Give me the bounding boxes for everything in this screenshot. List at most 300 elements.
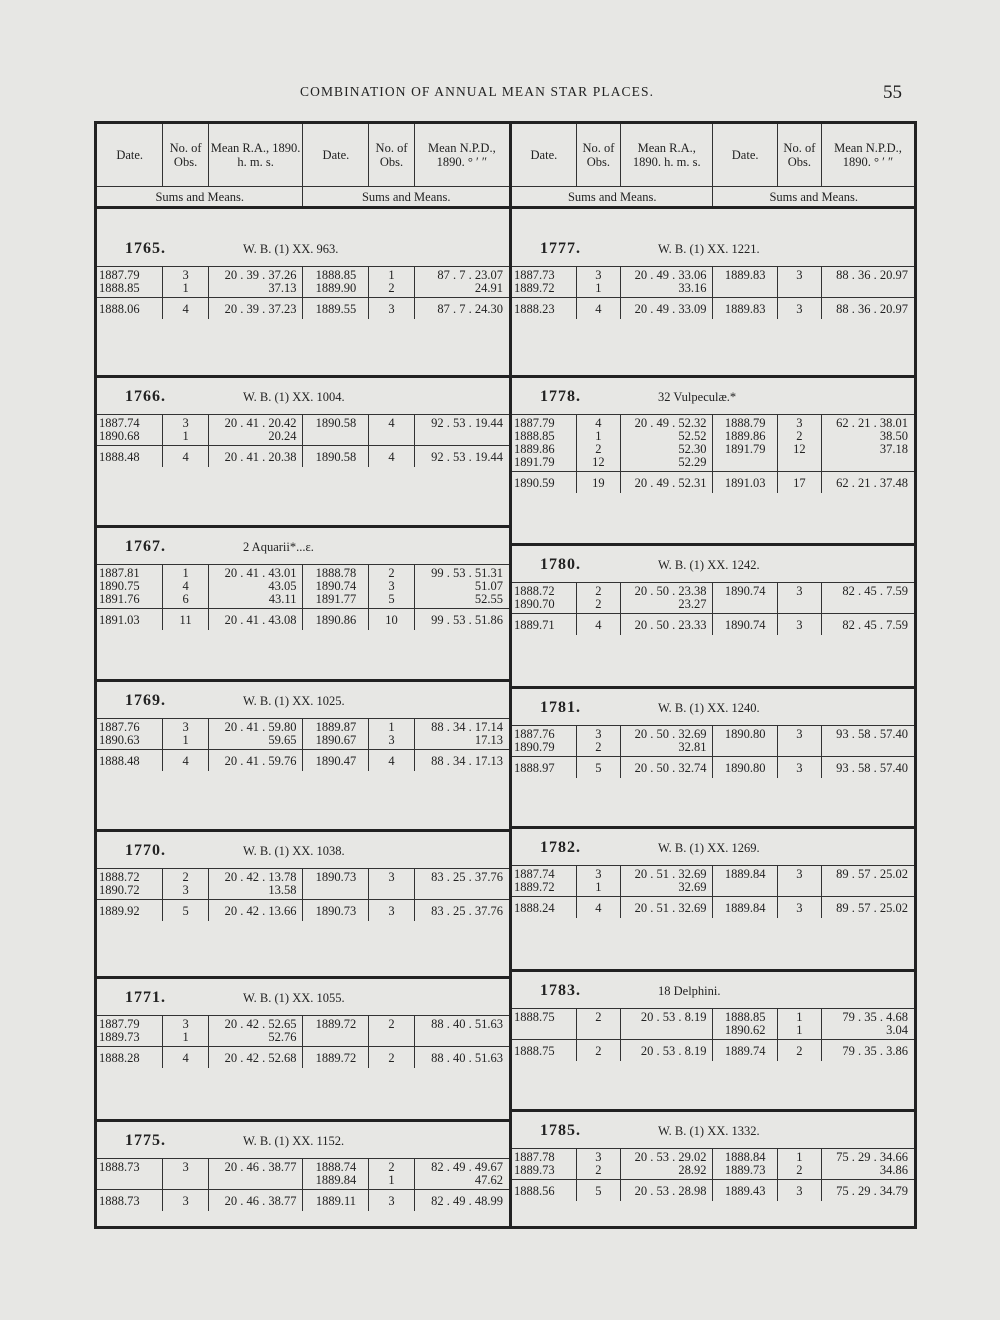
mean-ra: 20 . 50 . 23.38 23.27 bbox=[621, 583, 713, 614]
mean-obs-count: 3 bbox=[369, 298, 414, 320]
mean-ra: 20 . 49 . 52.32 52.52 52.30 52.29 bbox=[621, 415, 713, 472]
right-column-header bbox=[512, 124, 914, 209]
mean-obs-count: 2 bbox=[576, 1040, 620, 1062]
mean-mean-npd: 87 . 7 . 24.30 bbox=[414, 298, 509, 320]
header-obs: No. of Obs. bbox=[576, 124, 620, 187]
mean-obs-count: 4 bbox=[163, 750, 208, 772]
mean-mean-npd: 93 . 58 . 57.40 bbox=[822, 757, 914, 779]
block-separator bbox=[512, 686, 914, 689]
star-heading bbox=[97, 232, 509, 266]
mean-obs-count: 5 bbox=[576, 1180, 620, 1202]
mean-npd: 99 . 53 . 51.31 51.07 52.55 bbox=[431, 566, 503, 606]
mean-obs-date: 1890.47 bbox=[303, 750, 369, 772]
mean-obs-count: 3 bbox=[777, 614, 821, 636]
mean-obs-date: 1889.83 bbox=[713, 298, 777, 320]
obs-date: 1888.72 1890.72 bbox=[97, 869, 163, 900]
obs-count: 1 1 bbox=[777, 1009, 821, 1040]
mean-mean-ra: 20 . 50 . 23.33 bbox=[621, 614, 713, 636]
mean-obs-count: 3 bbox=[369, 1190, 414, 1212]
block-separator bbox=[97, 976, 509, 979]
star-number: 1785. bbox=[540, 1122, 581, 1139]
header-date: Date. bbox=[512, 124, 576, 187]
mean-ra: 20 . 42 . 13.78 13.58 bbox=[208, 869, 303, 900]
header-ra: Mean R.A., 1890. h. m. s. bbox=[621, 124, 713, 187]
mean-row bbox=[97, 446, 509, 468]
mean-obs-date: 1888.73 bbox=[97, 1190, 163, 1212]
mean-mean-npd: 88 . 34 . 17.13 bbox=[414, 750, 509, 772]
observation-table bbox=[512, 1148, 914, 1201]
obs-count: 2 1 bbox=[369, 1159, 414, 1190]
block-separator bbox=[97, 375, 509, 378]
mean-obs-count: 5 bbox=[163, 900, 208, 922]
obs-date: 1887.79 1888.85 1889.86 1891.79 bbox=[512, 415, 576, 472]
mean-obs-count: 3 bbox=[777, 298, 821, 320]
obs-date: 1890.58 bbox=[303, 415, 369, 446]
obs-count: 3 bbox=[163, 1159, 208, 1190]
mean-row bbox=[512, 757, 914, 779]
right-column bbox=[512, 124, 914, 1226]
mean-npd: 82 . 49 . 49.67 47.62 bbox=[431, 1160, 503, 1187]
star-catalogue-name: W. B. (1) XX. 963. bbox=[243, 242, 339, 256]
obs-count: 3 1 bbox=[576, 866, 620, 897]
mean-mean-ra: 20 . 50 . 32.74 bbox=[621, 757, 713, 779]
observation-table bbox=[512, 1008, 914, 1061]
header-sums-ra: Sums and Means. bbox=[512, 187, 713, 206]
mean-obs-count: 3 bbox=[777, 897, 821, 919]
star-entry bbox=[512, 232, 914, 319]
table-row bbox=[512, 267, 914, 298]
header-sums-npd: Sums and Means. bbox=[303, 187, 509, 206]
page-header bbox=[0, 82, 1000, 106]
obs-date: 1889.87 1890.67 bbox=[303, 719, 369, 750]
mean-obs-count: 4 bbox=[163, 446, 208, 468]
star-heading bbox=[97, 1124, 509, 1158]
observation-table bbox=[97, 718, 509, 771]
obs-date: 1888.75 bbox=[512, 1009, 576, 1040]
star-entry bbox=[97, 232, 509, 319]
mean-row bbox=[97, 750, 509, 772]
obs-count: 3 2 12 bbox=[777, 415, 821, 472]
mean-obs-date: 1891.03 bbox=[713, 472, 777, 494]
star-catalogue-name: 32 Vulpeculæ.* bbox=[658, 390, 737, 404]
mean-obs-date: 1888.24 bbox=[512, 897, 576, 919]
star-entry bbox=[512, 548, 914, 635]
mean-obs-date: 1888.23 bbox=[512, 298, 576, 320]
mean-row bbox=[97, 1190, 509, 1212]
header-ra: Mean R.A., 1890. h. m. s. bbox=[208, 124, 303, 187]
mean-row bbox=[512, 298, 914, 320]
mean-row bbox=[512, 1180, 914, 1202]
table-row bbox=[97, 267, 509, 298]
mean-row bbox=[97, 1047, 509, 1069]
mean-ra: 20 . 51 . 32.69 32.69 bbox=[621, 866, 713, 897]
obs-count: 2 3 5 bbox=[369, 565, 414, 609]
mean-mean-ra: 20 . 42 . 13.66 bbox=[208, 900, 303, 922]
star-number: 1783. bbox=[540, 982, 581, 999]
obs-count: 3 1 bbox=[163, 267, 208, 298]
star-heading bbox=[97, 981, 509, 1015]
mean-obs-date: 1889.84 bbox=[713, 897, 777, 919]
mean-row bbox=[512, 472, 914, 494]
star-entry bbox=[97, 1124, 509, 1211]
obs-date: 1888.73 bbox=[97, 1159, 163, 1190]
observation-table bbox=[512, 266, 914, 319]
mean-mean-npd: 88 . 36 . 20.97 bbox=[822, 298, 914, 320]
mean-obs-count: 3 bbox=[369, 900, 414, 922]
mean-obs-count: 3 bbox=[777, 1180, 821, 1202]
mean-ra: 20 . 50 . 32.69 32.81 bbox=[621, 726, 713, 757]
mean-mean-ra: 20 . 53 . 28.98 bbox=[621, 1180, 713, 1202]
obs-date: 1887.74 1890.68 bbox=[97, 415, 163, 446]
mean-obs-count: 4 bbox=[576, 897, 620, 919]
star-table-frame bbox=[94, 121, 917, 1229]
mean-mean-ra: 20 . 46 . 38.77 bbox=[208, 1190, 303, 1212]
mean-obs-count: 4 bbox=[576, 614, 620, 636]
obs-date: 1887.76 1890.79 bbox=[512, 726, 576, 757]
obs-date: 1890.80 bbox=[713, 726, 777, 757]
obs-date: 1888.72 1890.70 bbox=[512, 583, 576, 614]
obs-date: 1888.85 1889.90 bbox=[303, 267, 369, 298]
mean-obs-date: 1890.86 bbox=[303, 609, 369, 631]
obs-date: 1888.85 1890.62 bbox=[713, 1009, 777, 1040]
star-number: 1771. bbox=[125, 989, 166, 1006]
left-column-header bbox=[97, 124, 509, 209]
mean-npd: 83 . 25 . 37.76 bbox=[431, 870, 503, 884]
mean-npd: 62 . 21 . 38.01 38.50 37.18 bbox=[836, 416, 908, 456]
observation-table bbox=[512, 414, 914, 493]
mean-mean-ra: 20 . 51 . 32.69 bbox=[621, 897, 713, 919]
mean-ra: 20 . 39 . 37.26 37.13 bbox=[208, 267, 303, 298]
mean-obs-date: 1888.97 bbox=[512, 757, 576, 779]
obs-count: 1 2 bbox=[777, 1149, 821, 1180]
mean-mean-ra: 20 . 39 . 37.23 bbox=[208, 298, 303, 320]
observation-table bbox=[97, 1015, 509, 1068]
observation-table bbox=[97, 868, 509, 921]
mean-obs-date: 1888.48 bbox=[97, 750, 163, 772]
mean-mean-ra: 20 . 41 . 20.38 bbox=[208, 446, 303, 468]
mean-mean-npd: 99 . 53 . 51.86 bbox=[414, 609, 509, 631]
star-heading bbox=[512, 1114, 914, 1148]
block-separator bbox=[97, 679, 509, 682]
mean-ra: 20 . 53 . 8.19 bbox=[621, 1009, 713, 1040]
star-heading bbox=[97, 684, 509, 718]
obs-date: 1887.79 1889.73 bbox=[97, 1016, 163, 1047]
mean-obs-count: 4 bbox=[369, 750, 414, 772]
star-entry bbox=[97, 380, 509, 467]
block-separator bbox=[512, 543, 914, 546]
mean-npd: 92 . 53 . 19.44 bbox=[431, 416, 503, 430]
observation-table bbox=[97, 414, 509, 467]
obs-count: 2 bbox=[369, 1016, 414, 1047]
table-row bbox=[97, 719, 509, 750]
mean-mean-ra: 20 . 41 . 43.08 bbox=[208, 609, 303, 631]
table-row bbox=[97, 1159, 509, 1190]
table-row bbox=[512, 1009, 914, 1040]
star-entry bbox=[512, 691, 914, 778]
block-separator bbox=[97, 1119, 509, 1122]
star-catalogue-name: W. B. (1) XX. 1038. bbox=[243, 844, 345, 858]
mean-obs-count: 10 bbox=[369, 609, 414, 631]
star-number: 1770. bbox=[125, 842, 166, 859]
mean-obs-count: 11 bbox=[163, 609, 208, 631]
obs-count: 3 bbox=[777, 726, 821, 757]
mean-obs-count: 4 bbox=[576, 298, 620, 320]
header-date: Date. bbox=[303, 124, 369, 187]
mean-npd: 88 . 34 . 17.14 17.13 bbox=[431, 720, 503, 747]
mean-npd: 82 . 45 . 7.59 bbox=[842, 584, 908, 598]
block-separator bbox=[97, 829, 509, 832]
header-sums-npd: Sums and Means. bbox=[713, 187, 914, 206]
mean-obs-count: 19 bbox=[576, 472, 620, 494]
obs-date: 1887.78 1889.73 bbox=[512, 1149, 576, 1180]
mean-obs-date: 1889.72 bbox=[303, 1047, 369, 1069]
mean-mean-npd: 92 . 53 . 19.44 bbox=[414, 446, 509, 468]
star-entry bbox=[512, 831, 914, 918]
star-heading bbox=[512, 974, 914, 1008]
obs-date: 1887.74 1889.72 bbox=[512, 866, 576, 897]
obs-count: 1 4 6 bbox=[163, 565, 208, 609]
star-entry bbox=[512, 1114, 914, 1201]
obs-count: 4 1 2 12 bbox=[576, 415, 620, 472]
mean-npd: 88 . 40 . 51.63 bbox=[431, 1017, 503, 1031]
star-number: 1769. bbox=[125, 692, 166, 709]
header-sums-ra: Sums and Means. bbox=[97, 187, 303, 206]
obs-count: 3 1 bbox=[163, 1016, 208, 1047]
obs-count: 2 bbox=[576, 1009, 620, 1040]
observation-table bbox=[97, 266, 509, 319]
table-row bbox=[97, 869, 509, 900]
mean-ra: 20 . 49 . 33.06 33.16 bbox=[621, 267, 713, 298]
star-heading bbox=[512, 548, 914, 582]
obs-count: 3 bbox=[777, 267, 821, 298]
obs-count: 3 bbox=[369, 869, 414, 900]
obs-date: 1890.74 bbox=[713, 583, 777, 614]
mean-ra: 20 . 41 . 43.01 43.05 43.11 bbox=[208, 565, 303, 609]
mean-obs-count: 3 bbox=[777, 757, 821, 779]
obs-count: 3 bbox=[777, 866, 821, 897]
mean-obs-count: 17 bbox=[777, 472, 821, 494]
table-row bbox=[97, 565, 509, 609]
mean-row bbox=[512, 1040, 914, 1062]
left-column bbox=[97, 124, 509, 1226]
mean-mean-npd: 79 . 35 . 3.86 bbox=[822, 1040, 914, 1062]
mean-row bbox=[512, 897, 914, 919]
mean-obs-date: 1890.58 bbox=[303, 446, 369, 468]
mean-obs-date: 1888.48 bbox=[97, 446, 163, 468]
star-catalogue-name: W. B. (1) XX. 1242. bbox=[658, 558, 760, 572]
mean-obs-count: 2 bbox=[777, 1040, 821, 1062]
mean-mean-ra: 20 . 53 . 8.19 bbox=[621, 1040, 713, 1062]
mean-obs-count: 4 bbox=[163, 1047, 208, 1069]
page-title: COMBINATION OF ANNUAL MEAN STAR PLACES. bbox=[300, 84, 655, 99]
star-catalogue-name: W. B. (1) XX. 1332. bbox=[658, 1124, 760, 1138]
star-number: 1777. bbox=[540, 240, 581, 257]
mean-obs-date: 1889.92 bbox=[97, 900, 163, 922]
mean-ra: 20 . 41 . 20.42 20.24 bbox=[208, 415, 303, 446]
obs-count: 1 3 bbox=[369, 719, 414, 750]
observation-table bbox=[97, 1158, 509, 1211]
star-heading bbox=[512, 232, 914, 266]
star-number: 1781. bbox=[540, 699, 581, 716]
mean-obs-date: 1890.80 bbox=[713, 757, 777, 779]
obs-count: 3 2 bbox=[576, 1149, 620, 1180]
obs-count: 3 1 bbox=[576, 267, 620, 298]
table-row bbox=[97, 415, 509, 446]
star-heading bbox=[512, 691, 914, 725]
observation-table bbox=[512, 582, 914, 635]
obs-date: 1888.74 1889.84 bbox=[303, 1159, 369, 1190]
star-number: 1765. bbox=[125, 240, 166, 257]
table-row bbox=[97, 1016, 509, 1047]
mean-obs-date: 1888.06 bbox=[97, 298, 163, 320]
mean-ra: 20 . 53 . 29.02 28.92 bbox=[621, 1149, 713, 1180]
mean-ra: 20 . 46 . 38.77 bbox=[208, 1159, 303, 1190]
mean-obs-count: 2 bbox=[369, 1047, 414, 1069]
mean-obs-date: 1888.75 bbox=[512, 1040, 576, 1062]
obs-count: 1 2 bbox=[369, 267, 414, 298]
block-separator bbox=[512, 969, 914, 972]
star-number: 1766. bbox=[125, 388, 166, 405]
star-catalogue-name: 18 Delphini. bbox=[658, 984, 721, 998]
mean-npd: 89 . 57 . 25.02 bbox=[836, 867, 908, 881]
star-catalogue-name: W. B. (1) XX. 1152. bbox=[243, 1134, 345, 1148]
mean-obs-date: 1889.71 bbox=[512, 614, 576, 636]
mean-obs-count: 3 bbox=[163, 1190, 208, 1212]
mean-obs-date: 1890.74 bbox=[713, 614, 777, 636]
star-number: 1778. bbox=[540, 388, 581, 405]
star-heading bbox=[512, 380, 914, 414]
star-number: 1780. bbox=[540, 556, 581, 573]
obs-date: 1889.84 bbox=[713, 866, 777, 897]
star-catalogue-name: W. B. (1) XX. 1221. bbox=[658, 242, 760, 256]
header-npd: Mean N.P.D., 1890. ° ′ ″ bbox=[834, 141, 902, 170]
mean-mean-ra: 20 . 49 . 52.31 bbox=[621, 472, 713, 494]
obs-count: 3 1 bbox=[163, 415, 208, 446]
star-entry bbox=[97, 530, 509, 630]
mean-obs-date: 1889.11 bbox=[303, 1190, 369, 1212]
mean-mean-npd: 82 . 45 . 7.59 bbox=[822, 614, 914, 636]
table-row bbox=[512, 726, 914, 757]
observation-table bbox=[97, 564, 509, 630]
obs-count: 4 bbox=[369, 415, 414, 446]
mean-mean-ra: 20 . 42 . 52.68 bbox=[208, 1047, 303, 1069]
header-obs: No. of Obs. bbox=[777, 124, 821, 187]
star-heading bbox=[97, 380, 509, 414]
star-heading bbox=[97, 530, 509, 564]
star-catalogue-name: W. B. (1) XX. 1025. bbox=[243, 694, 345, 708]
obs-count: 2 3 bbox=[163, 869, 208, 900]
mean-obs-date: 1890.59 bbox=[512, 472, 576, 494]
mean-mean-npd: 89 . 57 . 25.02 bbox=[822, 897, 914, 919]
mean-obs-date: 1890.73 bbox=[303, 900, 369, 922]
mean-obs-date: 1891.03 bbox=[97, 609, 163, 631]
obs-date: 1889.83 bbox=[713, 267, 777, 298]
obs-date: 1888.79 1889.86 1891.79 bbox=[713, 415, 777, 472]
mean-obs-date: 1889.43 bbox=[713, 1180, 777, 1202]
observation-table bbox=[512, 865, 914, 918]
mean-obs-count: 4 bbox=[163, 298, 208, 320]
obs-count: 3 2 bbox=[576, 726, 620, 757]
mean-row bbox=[97, 298, 509, 320]
mean-row bbox=[512, 614, 914, 636]
page-number: 55 bbox=[883, 82, 902, 103]
mean-obs-date: 1888.56 bbox=[512, 1180, 576, 1202]
mean-mean-npd: 75 . 29 . 34.79 bbox=[822, 1180, 914, 1202]
star-heading bbox=[512, 831, 914, 865]
star-entry bbox=[97, 684, 509, 771]
star-entry bbox=[97, 834, 509, 921]
star-number: 1782. bbox=[540, 839, 581, 856]
mean-npd: 88 . 36 . 20.97 bbox=[836, 268, 908, 282]
obs-count: 3 bbox=[777, 583, 821, 614]
block-separator bbox=[97, 525, 509, 528]
mean-npd: 93 . 58 . 57.40 bbox=[836, 727, 908, 741]
mean-npd: 87 . 7 . 23.07 24.91 bbox=[437, 268, 503, 295]
header-obs: No. of Obs. bbox=[369, 124, 414, 187]
header-npd: Mean N.P.D., 1890. ° ′ ″ bbox=[427, 141, 496, 170]
star-catalogue-name: 2 Aquarii*...ε. bbox=[243, 540, 314, 554]
obs-date: 1888.84 1889.73 bbox=[713, 1149, 777, 1180]
obs-date: 1890.73 bbox=[303, 869, 369, 900]
block-separator bbox=[512, 375, 914, 378]
mean-ra: 20 . 41 . 59.80 59.65 bbox=[208, 719, 303, 750]
star-entry bbox=[97, 981, 509, 1068]
obs-date: 1888.78 1890.74 1891.77 bbox=[303, 565, 369, 609]
star-entry bbox=[512, 974, 914, 1061]
star-catalogue-name: W. B. (1) XX. 1004. bbox=[243, 390, 345, 404]
header-date: Date. bbox=[713, 124, 777, 187]
mean-mean-npd: 82 . 49 . 48.99 bbox=[414, 1190, 509, 1212]
mean-mean-ra: 20 . 41 . 59.76 bbox=[208, 750, 303, 772]
star-heading bbox=[97, 834, 509, 868]
mean-obs-count: 5 bbox=[576, 757, 620, 779]
mean-mean-npd: 62 . 21 . 37.48 bbox=[822, 472, 914, 494]
star-catalogue-name: W. B. (1) XX. 1055. bbox=[243, 991, 345, 1005]
block-separator bbox=[512, 826, 914, 829]
table-row bbox=[512, 415, 914, 472]
mean-mean-ra: 20 . 49 . 33.09 bbox=[621, 298, 713, 320]
mean-obs-date: 1888.28 bbox=[97, 1047, 163, 1069]
mean-mean-npd: 88 . 40 . 51.63 bbox=[414, 1047, 509, 1069]
header-date: Date. bbox=[97, 124, 163, 187]
mean-ra: 20 . 42 . 52.65 52.76 bbox=[208, 1016, 303, 1047]
observation-table bbox=[512, 725, 914, 778]
obs-count: 2 2 bbox=[576, 583, 620, 614]
star-entry bbox=[512, 380, 914, 493]
obs-date: 1887.73 1889.72 bbox=[512, 267, 576, 298]
mean-npd: 75 . 29 . 34.66 34.86 bbox=[836, 1150, 908, 1177]
star-catalogue-name: W. B. (1) XX. 1240. bbox=[658, 701, 760, 715]
obs-date: 1887.81 1890.75 1891.76 bbox=[97, 565, 163, 609]
mean-obs-date: 1889.55 bbox=[303, 298, 369, 320]
mean-mean-npd: 83 . 25 . 37.76 bbox=[414, 900, 509, 922]
table-row bbox=[512, 1149, 914, 1180]
obs-date: 1887.79 1888.85 bbox=[97, 267, 163, 298]
mean-row bbox=[97, 609, 509, 631]
star-catalogue-name: W. B. (1) XX. 1269. bbox=[658, 841, 760, 855]
star-number: 1767. bbox=[125, 538, 166, 555]
mean-obs-date: 1889.74 bbox=[713, 1040, 777, 1062]
star-number: 1775. bbox=[125, 1132, 166, 1149]
mean-obs-count: 4 bbox=[369, 446, 414, 468]
obs-count: 3 1 bbox=[163, 719, 208, 750]
block-separator bbox=[512, 1109, 914, 1112]
table-row bbox=[512, 866, 914, 897]
table-row bbox=[512, 583, 914, 614]
header-obs: No. of Obs. bbox=[163, 124, 208, 187]
mean-row bbox=[97, 900, 509, 922]
obs-date: 1887.76 1890.63 bbox=[97, 719, 163, 750]
